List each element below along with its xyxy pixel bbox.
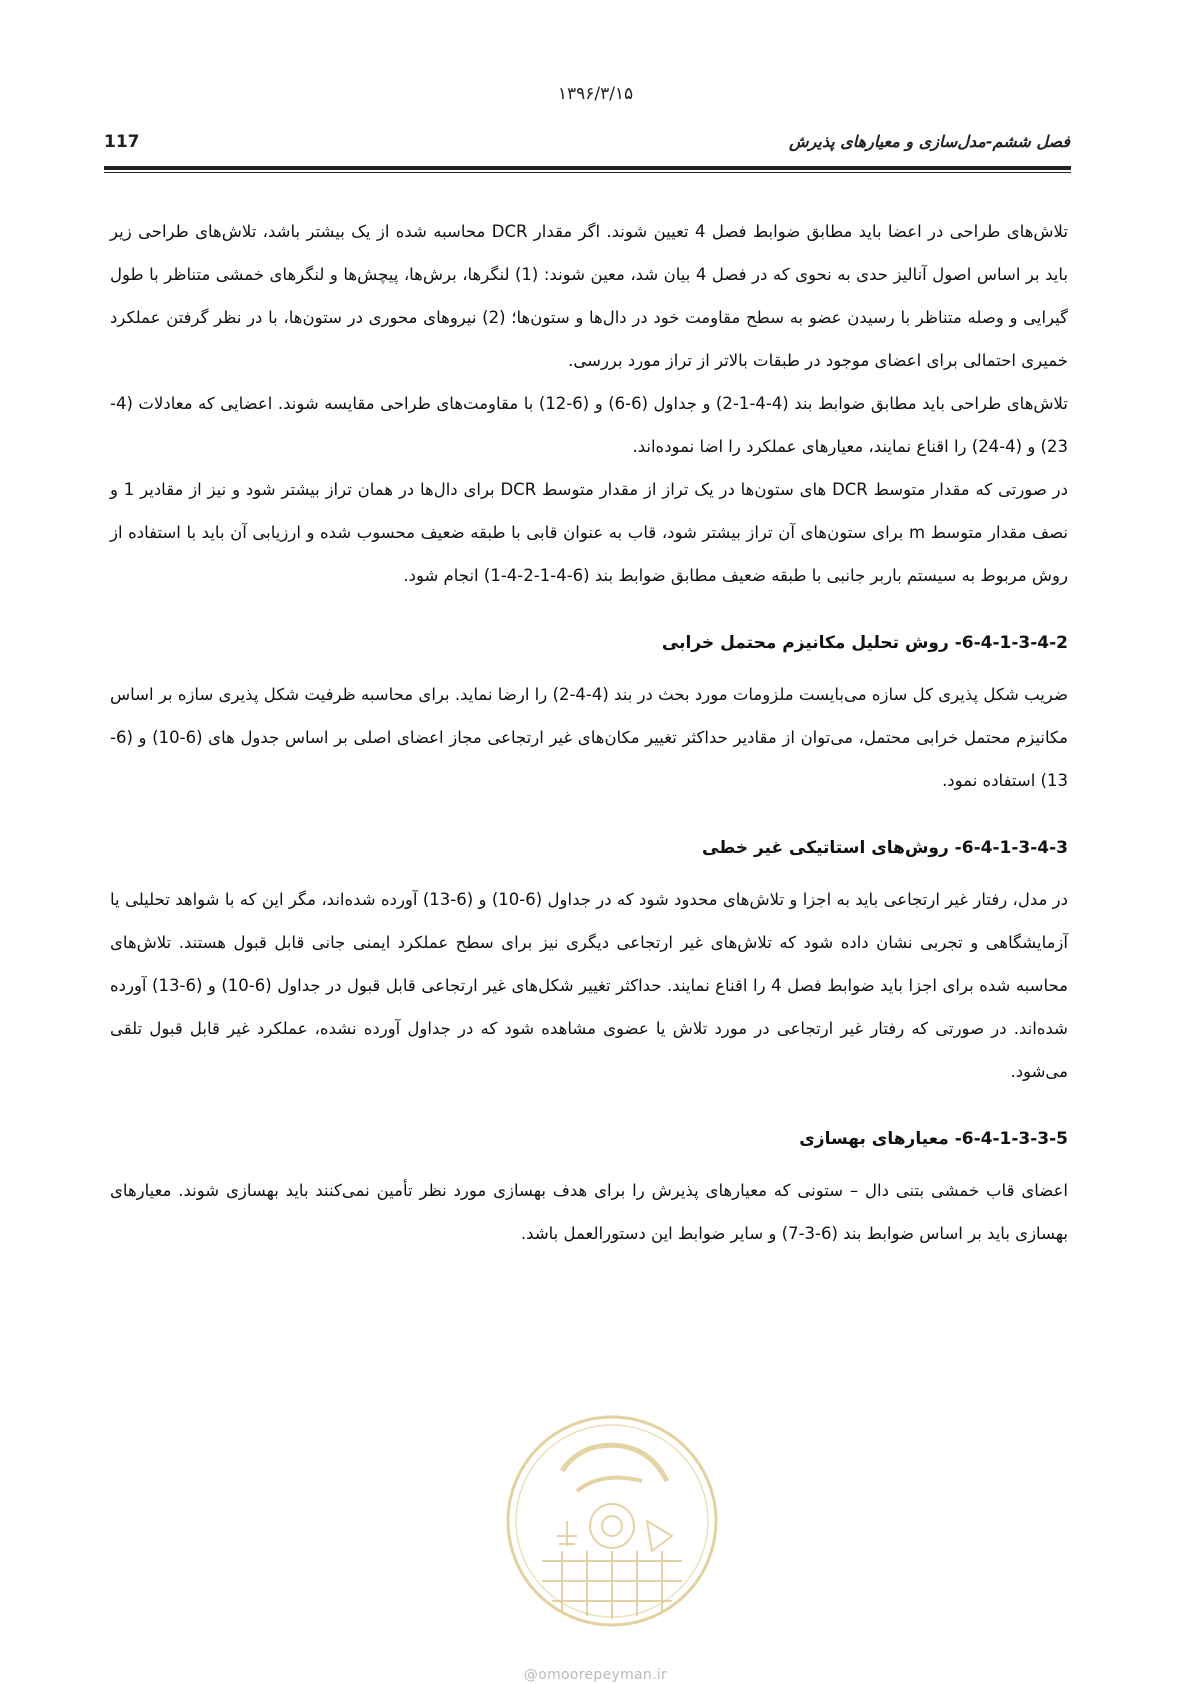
watermark-site-url: @omoorepeyman.ir bbox=[523, 1667, 668, 1683]
paragraph-ductility: ضریب شکل پذیری کل سازه می‌بایست ملزومات مورد بحث در بند (4-4-2) را ارضا نماید. برای محاسبه ظرفیت شکل پذیری سازه بر اساس مکانیزم محتمل خرابی محتمل، می‌توان از مقادیر حداکثر تغییر مکان‌های غیر ارتجاعی مجاز اعضای اصلی بر اساس جدول های (6-10) و (6-13) استفاده نمود. bbox=[110, 685, 1068, 790]
paragraph-nonlinear-behavior: در مدل، رفتار غیر ارتجاعی باید به اجزا و تلاش‌های محدود شود که در جداول (6-10) و (6-13) آورده شده‌اند، مگر این که با شواهد تحلیلی یا آزمایشگاهی و تجربی نشان داده شود که تلاش‌های غیر ارتجاعی دیگری نیز برای سطح عملکرد ایمنی جانی قابل قبول هستند. تلاش‌های محاسبه شده برای اجزا باید ضوابط فصل 4 را اقناع نمایند. حداکثر تغییر شکل‌های غیر ارتجاعی قابل قبول در جداول (6-10) و (6-13) آورده شده‌اند. در صورتی که رفتار غیر ارتجاعی در مورد تلاش یا عضوی مشاهده شود که در جداول آورده نشده، عملکرد غیر قابل قبول تلقی می‌شود. bbox=[110, 890, 1069, 1081]
paragraph-retrofit: اعضای قاب خمشی بتنی دال – ستونی که معیارهای پذیرش را برای هدف بهسازی مورد نظر تأمین نمی‌کنند باید بهسازی شوند. معیارهای بهسازی باید بر اساس ضوابط بند (6-3-7) و سایر ضوابط این دستورالعمل باشد. bbox=[110, 1181, 1068, 1243]
header-rule bbox=[104, 166, 1071, 170]
document-body bbox=[110, 210, 1068, 1255]
header-rule-thin bbox=[104, 172, 1071, 173]
paragraph-design-strength: تلاش‌های طراحی باید مطابق ضوابط بند (4-4-1-2) و جداول (6-6) و (6-12) با مقاومت‌های طراحی مقایسه شوند. اعضایی که معادلات (4-23) و (4-24) را اقناع نمایند، معیارهای عملکرد را اضا نموده‌اند. bbox=[110, 394, 1068, 456]
page-number: 117 bbox=[104, 132, 140, 152]
header-date: ۱۳۹۶/۳/۱۵ bbox=[557, 84, 634, 104]
watermark-seal-logo bbox=[502, 1411, 722, 1631]
section-heading-collapse-mechanism: 6-4-1-3-4-2- روش تحلیل مکانیزم محتمل خرابی bbox=[661, 633, 1068, 653]
section-heading-nonlinear-static: 6-4-1-3-4-3- روش‌های استاتیکی غیر خطی bbox=[702, 838, 1068, 858]
section-heading-retrofit-criteria: 6-4-1-3-3-5- معیارهای بهسازی bbox=[799, 1129, 1068, 1149]
paragraph-weak-story: در صورتی که مقدار متوسط DCR های ستون‌ها در یک تراز از مقدار متوسط DCR برای دال‌ها در همان تراز بیشتر شود و نیز از مقادیر 1 و نصف مقدار متوسط m برای ستون‌های آن تراز بیشتر شود، قاب به عنوان قابی با طبقه ضعیف محسوب شده و ارزیابی آن باید با استفاده از روش مربوط به سیستم باربر جانبی با طبقه ضعیف مطابق ضوابط بند (6-4-1-2-4-1) انجام شود. bbox=[110, 480, 1068, 585]
paragraph-design-forces: تلاش‌های طراحی در اعضا باید مطابق ضوابط فصل 4 تعیین شوند. اگر مقدار DCR محاسبه شده از یک بیشتر باشد، تلاش‌های طراحی زیر باید بر اساس اصول آنالیز حدی به نحوی که در فصل 4 بیان شد، معین شوند: (1) لنگرها، برش‌ها، پیچش‌ها و لنگرهای خمشی متناظر با طول گیرایی و وصله متناظر با رسیدن عضو به سطح مقاومت خود در دال‌ها و ستون‌ها؛ (2) نیروهای محوری در ستون‌ها، با در نظر گرفتن عملکرد خمیری احتمالی برای اعضای موجود در طبقات بالاتر از تراز مورد بررسی. bbox=[110, 222, 1069, 370]
chapter-title: فصل ششم-مدل‌سازی و معیارهای پذیرش bbox=[789, 132, 1070, 151]
